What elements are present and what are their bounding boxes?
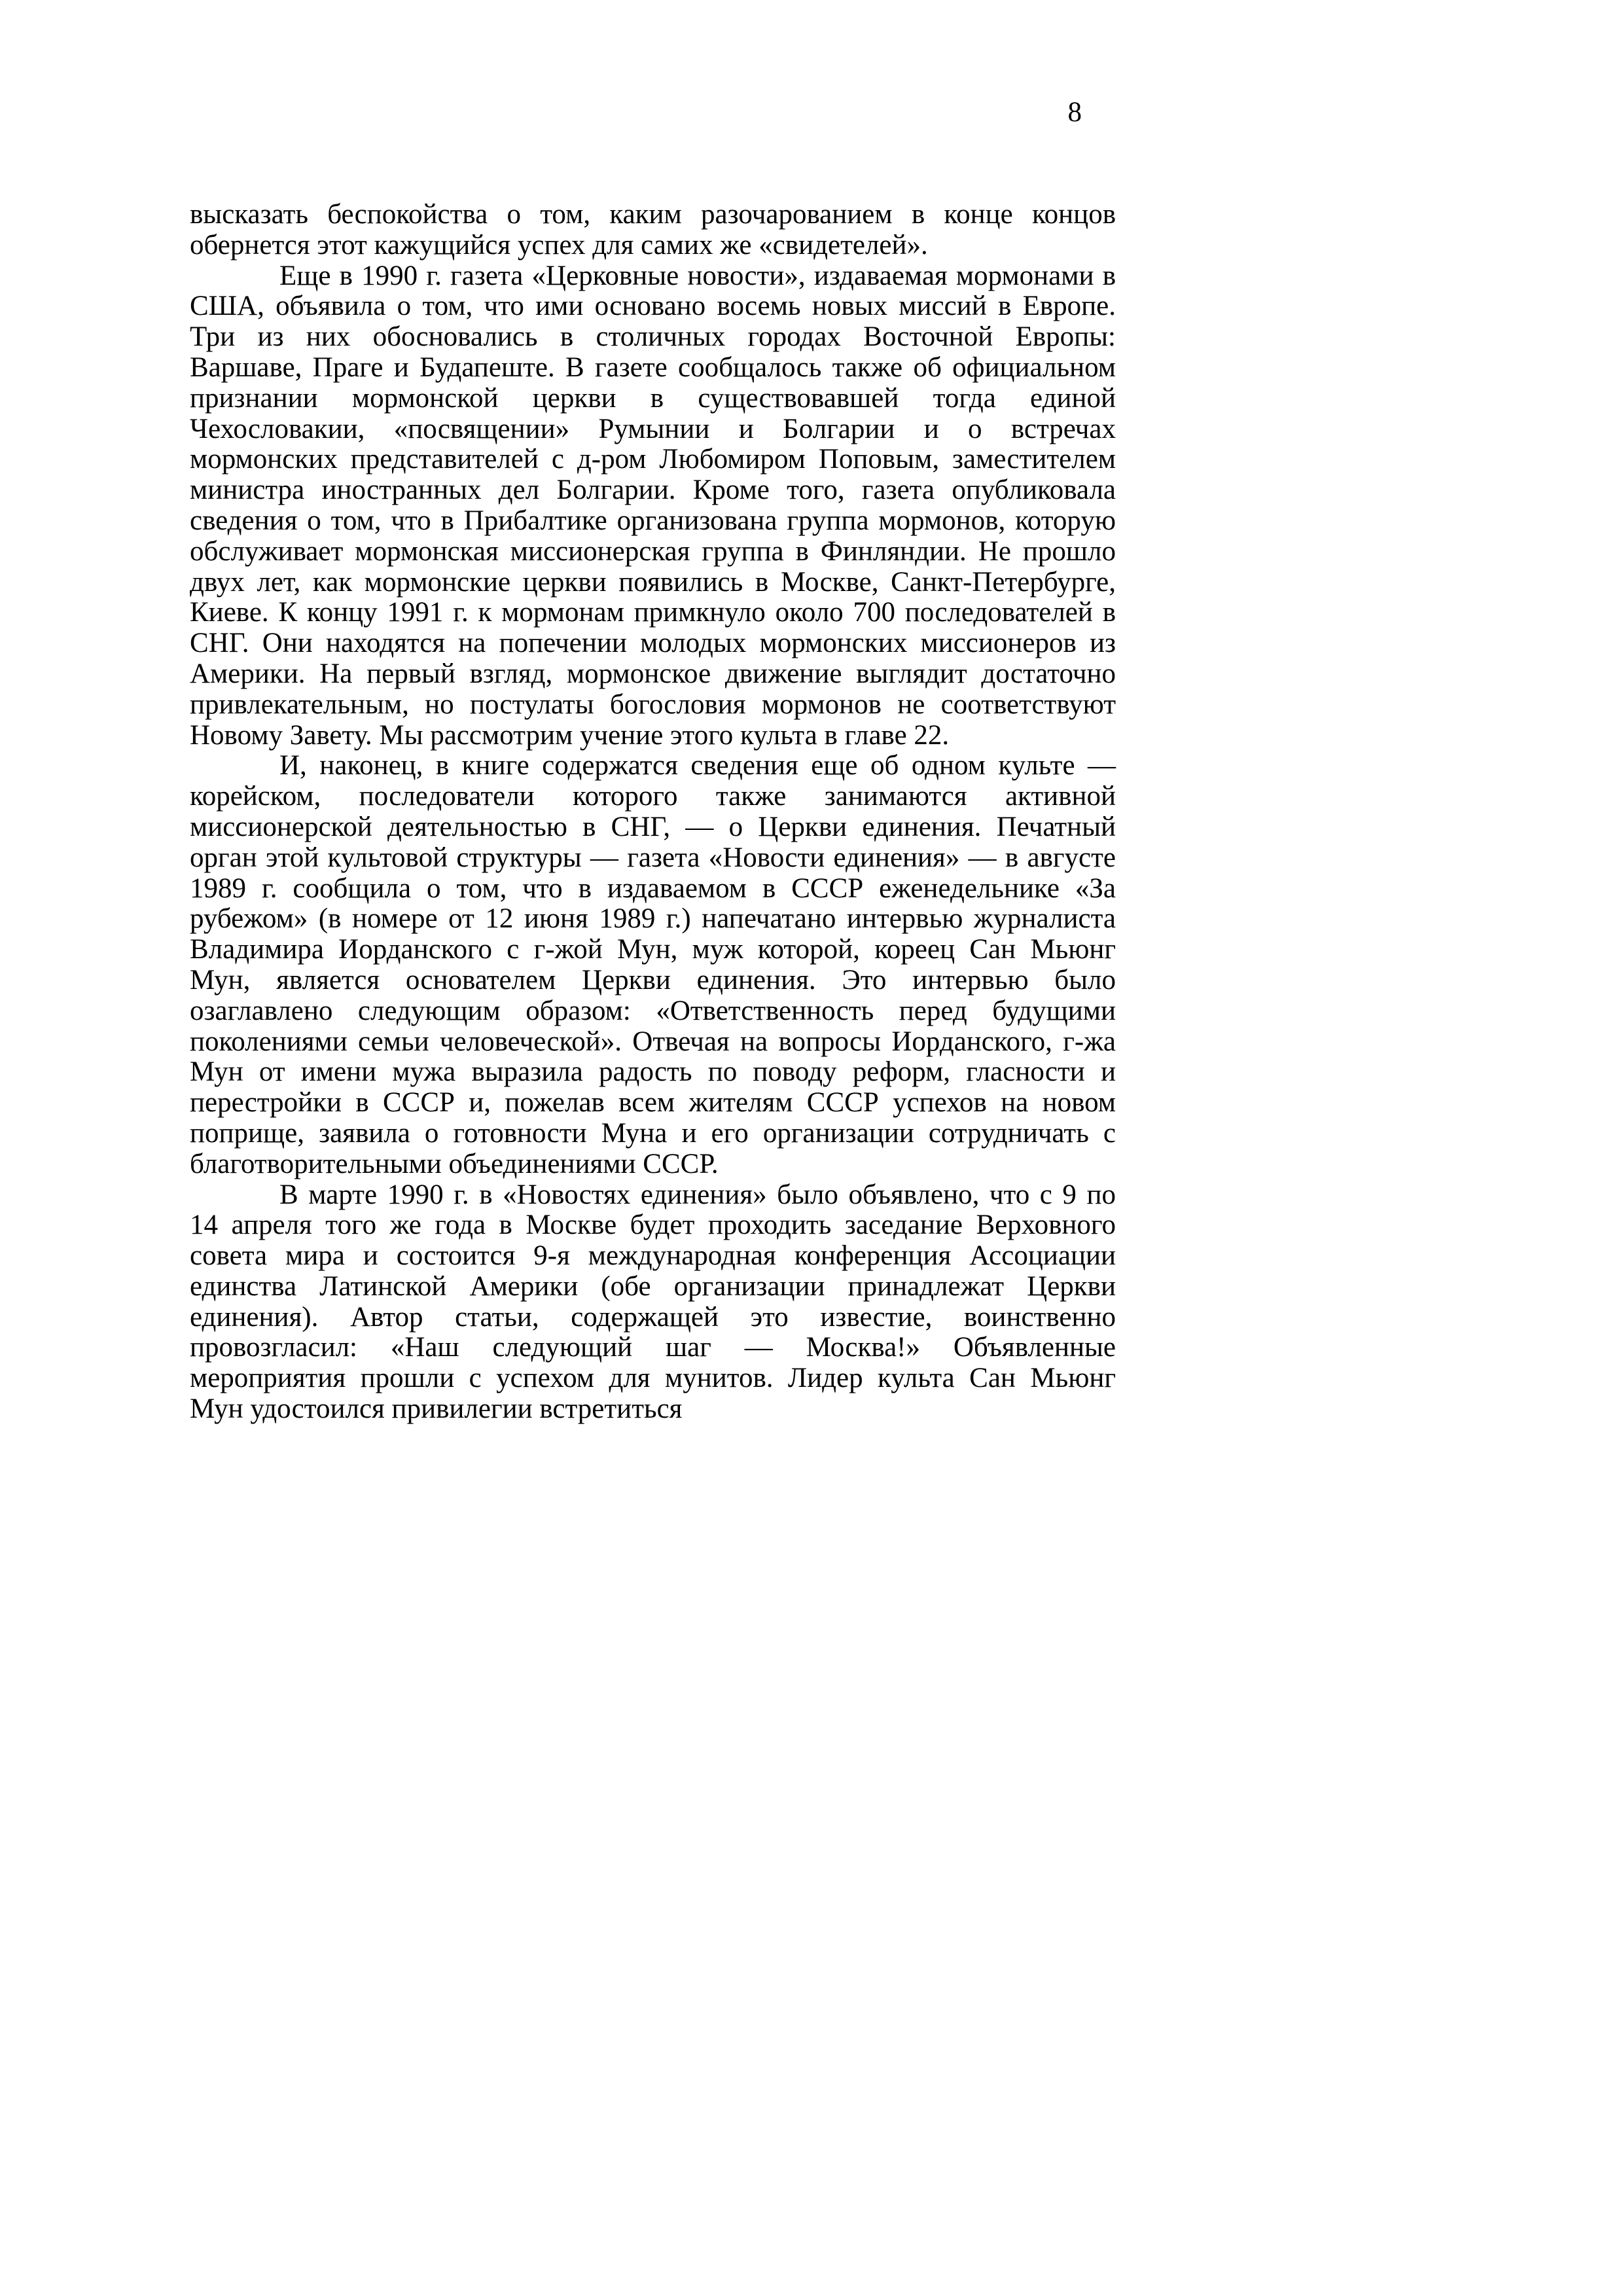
text-line: благотворительными объединениями СССР. (190, 1148, 719, 1179)
text-line: 1989 г. сообщила о том, что в издаваемом в СССР еженедельнике «За (190, 872, 1116, 904)
text-line: Мун, является основателем Церкви единения. Это интервью было (190, 964, 1116, 996)
text-line: мормонских представителей с д-ром Любомиром Поповым, заместителем (190, 444, 1116, 475)
text-line: совета мира и состоится 9-я международная конференция Ассоциации (190, 1240, 1116, 1272)
text-line: озаглавлено следующим образом: «Ответственность перед будущими (190, 995, 1116, 1026)
text-line: мероприятия прошли с успехом для мунитов. Лидер культа Сан Мьюнг (190, 1363, 1116, 1394)
text-line: поколениями семьи человеческой». Отвечая на вопросы Иорданского, г-жа (190, 1026, 1116, 1057)
page-body (190, 200, 1116, 1425)
text-line: обслуживает мормонская миссионерская группа в Финляндии. Не прошло (190, 535, 1116, 567)
text-line: Три из них обосновались в столичных городах Восточной Европы: (190, 321, 1116, 353)
text-line: двух лет, как мормонские церкви появились в Москве, Санкт-Петербурге, (190, 566, 1116, 598)
text-line: высказать беспокойства о том, каким разочарованием в конце концов (190, 199, 1116, 230)
text-line: признании мормонской церкви в существовавшей тогда единой (190, 382, 1116, 414)
text-line: Мун удостоился привилегии встретиться (190, 1393, 683, 1425)
paragraph (190, 1180, 1116, 1425)
text-line: обернется этот кажущийся успех для самих же «свидетелей». (190, 229, 928, 260)
paragraph (190, 261, 1116, 751)
paragraph (190, 751, 1116, 1179)
text-line: Америки. На первый взгляд, мормонское движение выглядит достаточно (190, 658, 1116, 689)
text-line: поприще, заявила о готовности Муна и его организации сотрудничать с (190, 1117, 1116, 1149)
text-line: сведения о том, что в Прибалтике организована группа мормонов, которую (190, 505, 1116, 536)
text-line: 14 апреля того же года в Москве будет проходить заседание Верховного (190, 1210, 1116, 1241)
text-line: провозгласил: «Наш следующий шаг — Москва!» Объявленные (190, 1332, 1116, 1363)
text-line: Чехословакии, «посвящении» Румынии и Болгарии и о встречах (190, 413, 1116, 444)
text-line: Новому Завету. Мы рассмотрим учение этого культа в главе 22. (190, 719, 950, 751)
text-line: миссионерской деятельностью в СНГ, — о Церкви единения. Печатный (190, 811, 1116, 842)
text-line: рубежом» (в номере от 12 июня 1989 г.) напечатано интервью журналиста (190, 903, 1116, 935)
page-header (190, 98, 1116, 128)
text-line: И, наконец, в книге содержатся сведения еще об одном культе — (279, 750, 1116, 781)
text-line: привлекательным, но постулаты богословия мормонов не соответствуют (190, 689, 1116, 720)
page-number: 8 (1067, 97, 1082, 128)
text-line: министра иностранных дел Болгарии. Кроме того, газета опубликовала (190, 475, 1116, 506)
text-line: Киеве. К концу 1991 г. к мормонам примкнуло около 700 последователей в (190, 597, 1116, 628)
text-line: корейском, последователи которого также занимаются активной (190, 781, 1116, 812)
text-line: единства Латинской Америки (обе организации принадлежат Церкви (190, 1270, 1116, 1302)
text-line: единения). Автор статьи, содержащей это известие, воинственно (190, 1301, 1116, 1333)
paragraph (190, 200, 1116, 261)
text-line: Владимира Иорданского с г-жой Мун, муж которой, кореец Сан Мьюнг (190, 934, 1116, 965)
text-line: перестройки в СССР и, пожелав всем жителям СССР успехов на новом (190, 1087, 1116, 1119)
text-line: В марте 1990 г. в «Новостях единения» было объявлено, что с 9 по (279, 1179, 1116, 1210)
text-line: США, объявила о том, что ими основано восемь новых миссий в Европе. (190, 291, 1116, 322)
text-line: Мун от имени мужа выразила радость по поводу реформ, гласности и (190, 1056, 1116, 1088)
text-line: орган этой культовой структуры — газета «Новости единения» — в августе (190, 842, 1116, 873)
text-line: Варшаве, Праге и Будапеште. В газете сообщалось также об официальном (190, 351, 1116, 383)
text-line: Еще в 1990 г. газета «Церковные новости», издаваемая мормонами в (279, 260, 1116, 291)
text-line: СНГ. Они находятся на попечении молодых мормонских миссионеров из (190, 628, 1116, 659)
